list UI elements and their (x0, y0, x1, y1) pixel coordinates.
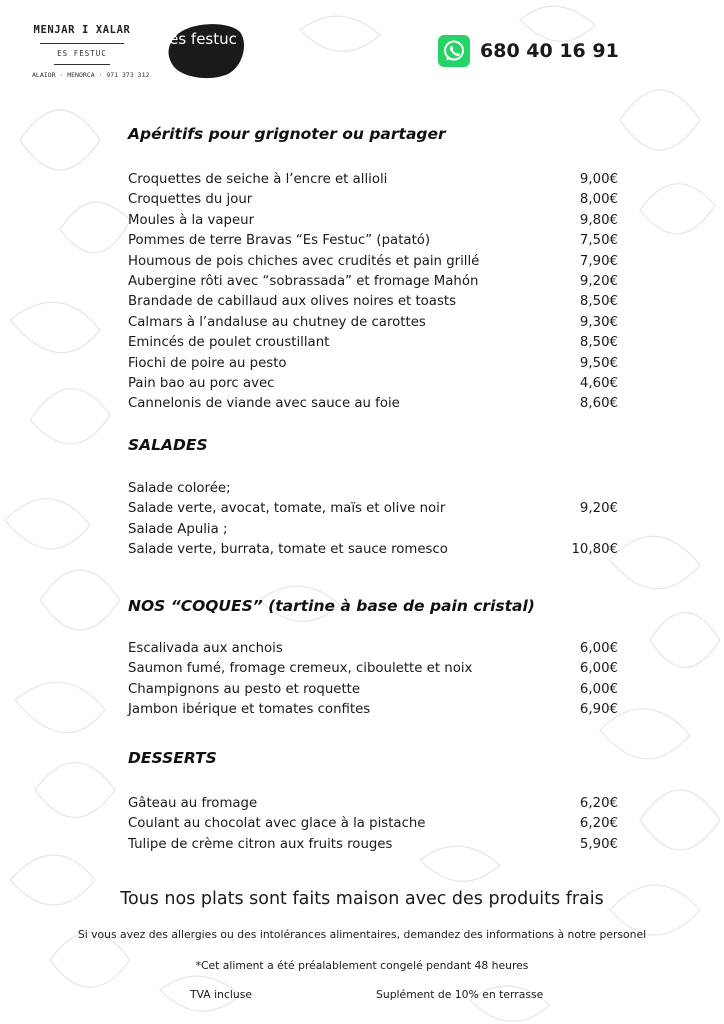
menu-item-price: 9,50€ (579, 355, 618, 371)
menu-item (128, 835, 618, 855)
logo-text: es festuc (169, 30, 237, 48)
menu-item-name: Gâteau au fromage (128, 796, 258, 811)
menu-item-price: 9,30€ (579, 314, 618, 330)
tva-notice: TVA incluse (190, 988, 252, 1001)
menu-item-price: 6,20€ (579, 796, 618, 811)
section-title-salades: SALADES (128, 436, 208, 454)
brand-title: MENJAR I XALAR (33, 24, 131, 36)
menu-item (128, 211, 618, 231)
menu-item-name: Croquettes du jour (128, 192, 253, 208)
menu-item-name: Moules à la vapeur (128, 212, 255, 228)
menu-item (128, 231, 618, 251)
menu-item (128, 190, 618, 210)
allergy-notice: Si vous avez des allergies ou des intolérances alimentaires, demandez des informations à notre personel (77, 928, 647, 941)
menu-item (128, 499, 618, 519)
menu-item-name: Aubergine rôti avec “sobrassada” et fromage Mahón (128, 273, 479, 289)
menu-item-price: 8,50€ (579, 335, 618, 351)
menu-item-name: Champignons au pesto et roquette (128, 681, 361, 697)
menu-item-name: Salade verte, burrata, tomate et sauce romesco (128, 542, 448, 558)
brand-divider (40, 43, 124, 44)
menu-item-name: Jambon ibérique et tomates confites (128, 702, 371, 718)
menu-item-price: 6,00€ (579, 661, 618, 677)
menu-item-price: 6,90€ (579, 702, 618, 718)
homemade-statement: Tous nos plats sont faits maison avec des produits frais (120, 889, 604, 909)
menu-item-name: Emincés de poulet croustillant (128, 335, 330, 351)
menu-item-price: 6,00€ (579, 681, 618, 697)
menu-item-name: Salade verte, avocat, tomate, maïs et olive noir (128, 501, 446, 517)
menu-item-name: Pain bao au porc avec (128, 375, 275, 391)
brand-box (32, 24, 150, 79)
menu-item (128, 700, 618, 720)
brand-address: ALAIOR · MENORCA · 971 373 312 (32, 71, 150, 79)
menu-item (128, 292, 618, 312)
menu-item (128, 540, 618, 560)
coques-list (128, 639, 618, 721)
menu-item (128, 479, 618, 499)
salades-list (128, 479, 618, 561)
frozen-notice: *Cet aliment a été préalablement congelé pendant 48 heures (195, 959, 529, 972)
menu-item (128, 252, 618, 272)
menu-item (128, 170, 618, 190)
menu-item (128, 520, 618, 540)
menu-item-name: Tulipe de crème citron aux fruits rouges (128, 836, 393, 852)
menu-item (128, 659, 618, 679)
menu-item (128, 313, 618, 333)
menu-item-price: 7,90€ (579, 253, 618, 269)
menu-item-price: 9,80€ (579, 212, 618, 228)
desserts-list (128, 794, 618, 855)
menu-item (128, 374, 618, 394)
menu-item-name: Houmous de pois chiches avec crudités et pain grillé (128, 253, 480, 269)
menu-item-price: 6,00€ (579, 641, 618, 656)
menu-item-price: 5,90€ (579, 836, 618, 852)
menu-item-price: 8,00€ (579, 192, 618, 208)
menu-item-name: Pommes de terre Bravas “Es Festuc” (patató) (128, 233, 431, 249)
menu-item-price: 8,60€ (579, 396, 618, 412)
menu-item (128, 394, 618, 414)
menu-item (128, 680, 618, 700)
brand-divider-2 (54, 64, 110, 65)
menu-item (128, 354, 618, 374)
menu-item-price: 7,50€ (579, 233, 618, 249)
menu-item (128, 794, 618, 814)
menu-item-price: 9,00€ (579, 172, 618, 187)
menu-item-price: 4,60€ (579, 375, 618, 391)
menu-item-name: Fiochi de poire au pesto (128, 355, 287, 371)
phone-contact[interactable] (438, 35, 619, 67)
menu-item-price: 9,20€ (579, 273, 618, 289)
section-title-aperitifs: Apéritifs pour grignoter ou partager (128, 125, 446, 143)
menu-item-name: Croquettes de seiche à l’encre et allioli (128, 172, 388, 187)
terrace-supplement-notice: Suplément de 10% en terrasse (376, 988, 544, 1001)
es-festuc-logo (166, 22, 246, 80)
menu-item-price: 6,20€ (579, 816, 618, 832)
aperitifs-list (128, 170, 618, 415)
menu-item (128, 272, 618, 292)
menu-item-name: Salade Apulia ; (128, 521, 228, 537)
section-title-desserts: DESSERTS (128, 749, 217, 767)
menu-item-name: Brandade de cabillaud aux olives noires et toasts (128, 294, 457, 310)
menu-item-name: Coulant au chocolat avec glace à la pistache (128, 816, 426, 832)
menu-item (128, 639, 618, 659)
phone-number[interactable]: 680 40 16 91 (480, 40, 619, 62)
menu-item (128, 333, 618, 353)
menu-item-name: Saumon fumé, fromage cremeux, ciboulette et noix (128, 661, 473, 677)
menu-item (128, 814, 618, 834)
menu-item-price: 9,20€ (579, 501, 618, 517)
section-title-coques: NOS “COQUES” (tartine à base de pain cristal) (128, 597, 535, 615)
whatsapp-icon (438, 35, 470, 67)
menu-item-name: Salade colorée; (128, 481, 231, 496)
menu-item-name: Cannelonis de viande avec sauce au foie (128, 396, 400, 412)
menu-item-name: Calmars à l’andaluse au chutney de carottes (128, 314, 426, 330)
menu-item-price: 10,80€ (571, 542, 618, 558)
menu-item-name: Escalivada aux anchois (128, 641, 283, 656)
menu-item-price: 8,50€ (579, 294, 618, 310)
brand-subtitle: ES FESTUC (57, 49, 107, 58)
